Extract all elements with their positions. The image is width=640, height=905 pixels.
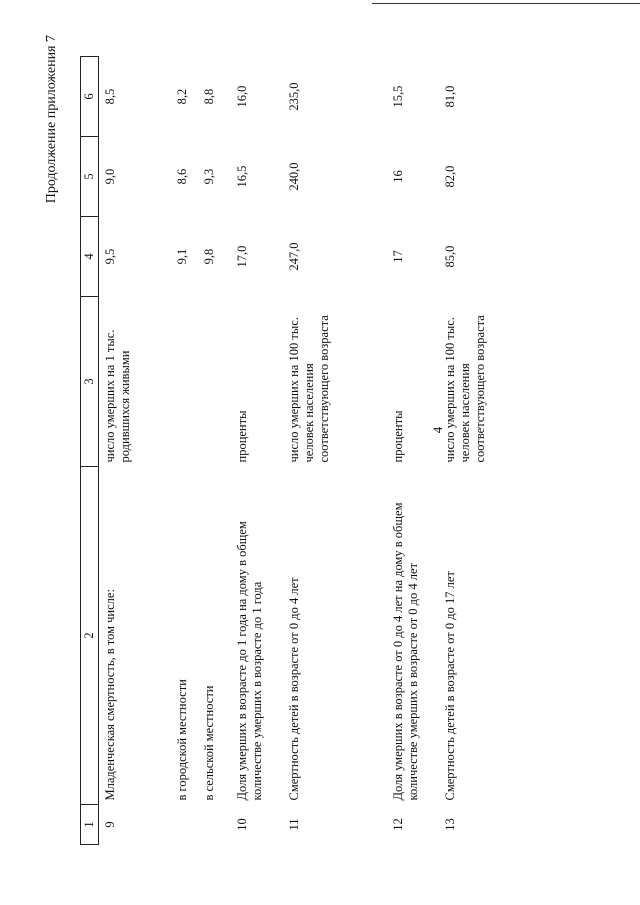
value-col5: 82,0 <box>442 165 457 188</box>
table-row <box>99 57 167 845</box>
value-col5: 240,0 <box>286 162 301 191</box>
unit: проценты <box>234 410 249 463</box>
indicator-name: Доля умерших в возрасте от 0 до 4 лет на дому в общем количестве умерших в возрасте от 0 до 4 лет <box>390 502 420 801</box>
table-row <box>273 57 377 845</box>
column-number-row <box>81 57 99 845</box>
indicator-name: в сельской местности <box>201 685 216 801</box>
col-header-6: 6 <box>81 57 99 137</box>
value-col5: 9,3 <box>201 168 216 185</box>
unit: число умерших на 100 тыс. человек населения соответствующего возраста <box>442 315 487 463</box>
table-row <box>194 57 221 845</box>
col-header-1: 1 <box>81 805 99 845</box>
unit <box>194 297 221 467</box>
col-header-4: 4 <box>81 217 99 297</box>
value-col4: 9,5 <box>103 248 117 265</box>
row-number <box>194 805 221 845</box>
unit: число умерших на 100 тыс. человек населения соответствующего возраста <box>286 315 331 463</box>
value-col5: 16 <box>390 170 405 183</box>
value-col5: 16,5 <box>234 165 249 188</box>
row-number: 12 <box>390 818 405 831</box>
value-col6: 8,2 <box>174 88 189 105</box>
value-col4: 247,0 <box>286 242 301 271</box>
value-col6: 235,0 <box>286 82 301 111</box>
value-col6: 8,5 <box>103 88 117 105</box>
table-row <box>377 57 429 845</box>
row-number: 10 <box>234 818 249 831</box>
page-number: 4 <box>430 426 445 434</box>
row-number: 9 <box>103 821 117 828</box>
col-header-2: 2 <box>81 467 99 805</box>
continuation-label: Продолжение приложения 7 <box>44 35 59 204</box>
table-row <box>167 57 194 845</box>
col-header-5: 5 <box>81 137 99 217</box>
value-col5: 8,6 <box>174 168 189 185</box>
value-col6: 81,0 <box>442 85 457 108</box>
indicator-name: Смертность детей в возрасте от 0 до 4 лет <box>286 577 301 801</box>
unit: проценты <box>390 410 405 463</box>
row-number: 13 <box>442 818 457 831</box>
row-number: 11 <box>286 818 301 831</box>
indicator-name: Младенческая смертность, в том числе: <box>103 589 117 801</box>
indicator-name: в городской местности <box>174 679 189 801</box>
value-col6: 15,5 <box>390 85 405 108</box>
value-col4: 9,8 <box>201 248 216 265</box>
unit <box>167 297 194 467</box>
value-col4: 17,0 <box>234 245 249 268</box>
value-col4: 9,1 <box>174 248 189 265</box>
row-number <box>167 805 194 845</box>
unit: число умерших на 1 тыс. родившихся живыми <box>103 329 132 463</box>
indicator-name: Смертность детей в возрасте от 0 до 17 лет <box>442 571 457 801</box>
value-col4: 85,0 <box>442 245 457 268</box>
value-col6: 8,8 <box>201 88 216 105</box>
table-row <box>221 57 273 845</box>
indicator-name: Доля умерших в возрасте до 1 года на дому в общем количестве умерших в возрасте до 1 года <box>234 521 264 801</box>
indicators-table <box>80 56 533 845</box>
table-row <box>429 57 533 845</box>
col-header-3: 3 <box>81 297 99 467</box>
value-col5: 9,0 <box>103 168 117 185</box>
value-col6: 16,0 <box>234 85 249 108</box>
value-col4: 17 <box>390 250 405 263</box>
